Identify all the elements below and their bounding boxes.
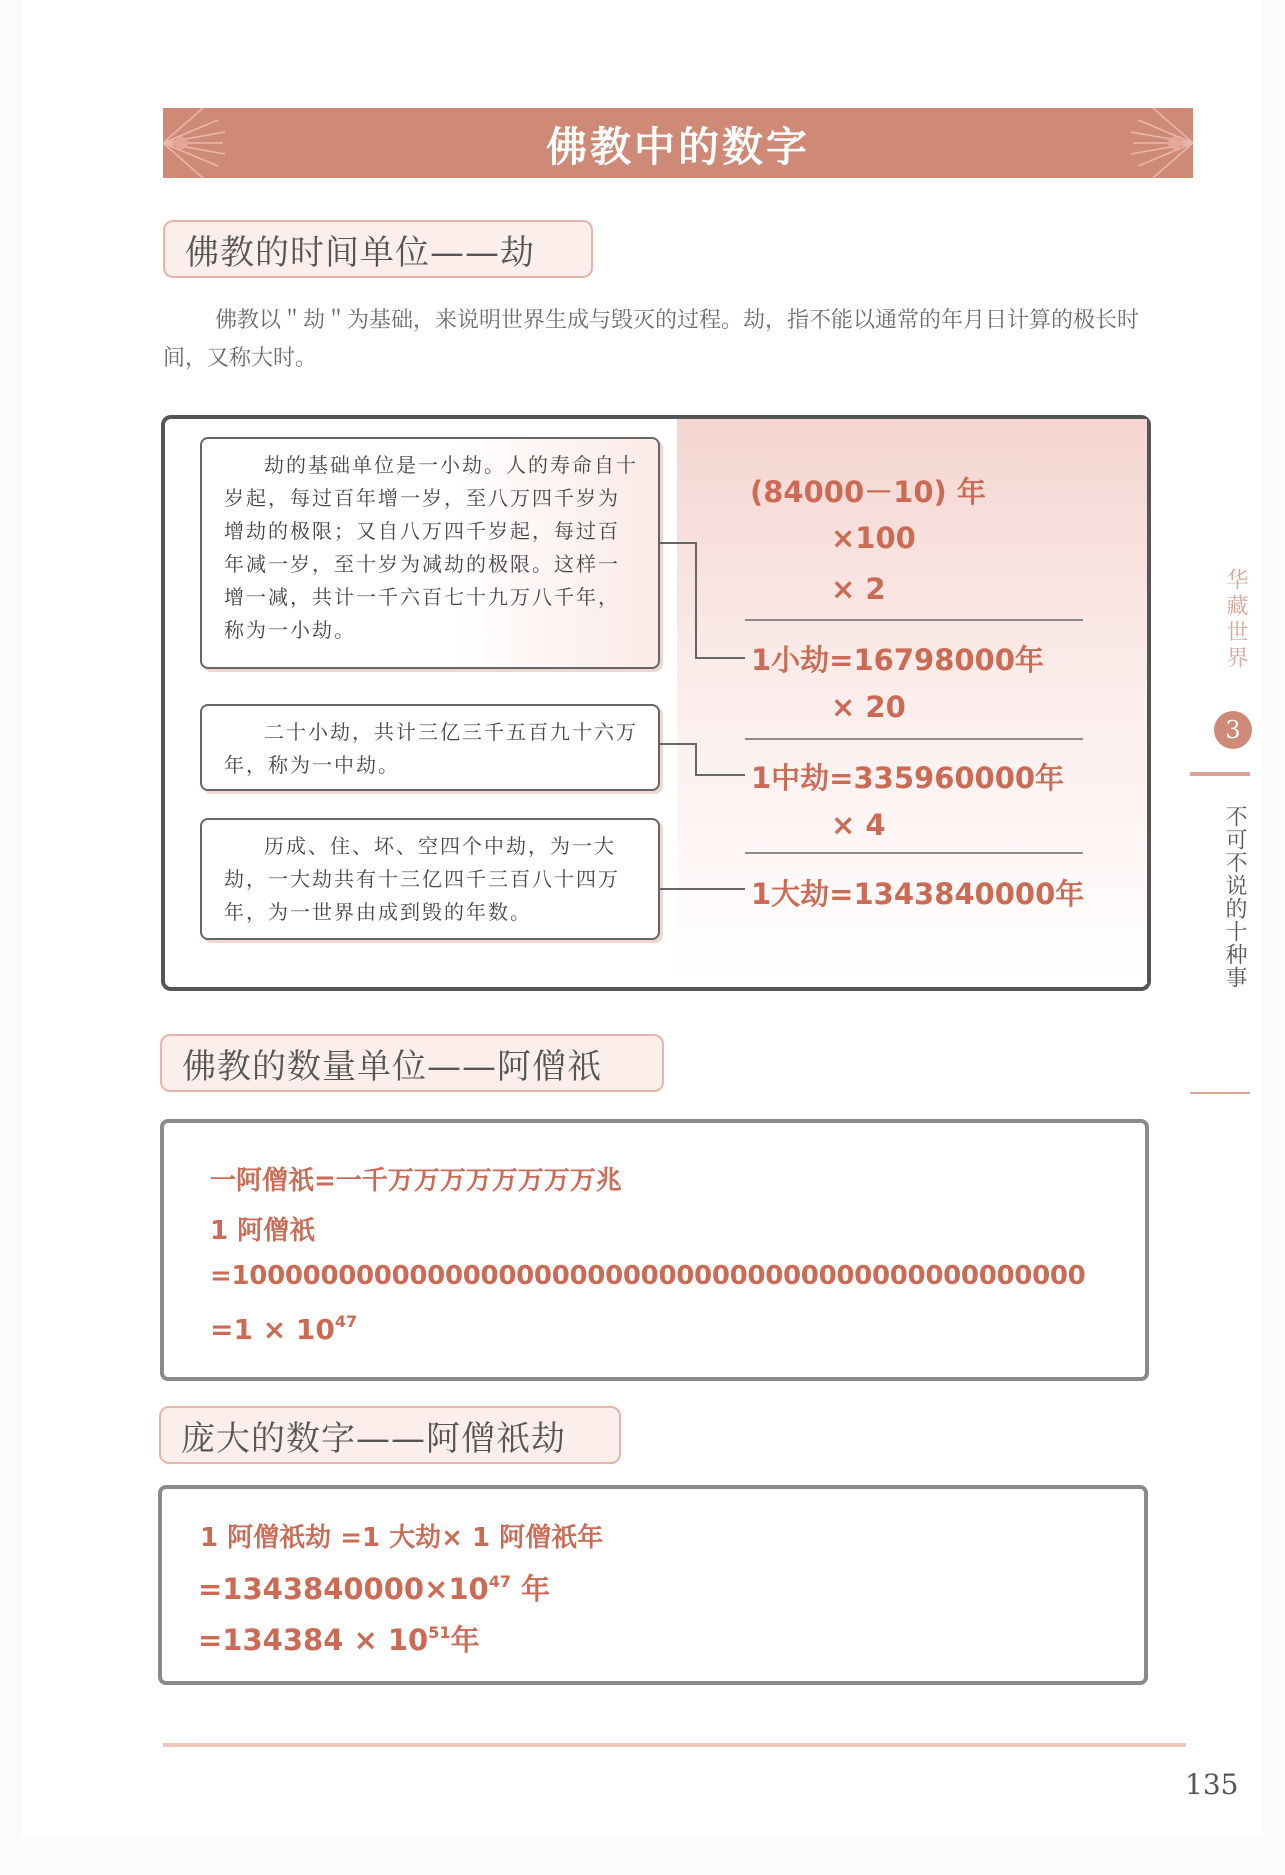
asamkhya-kalpa-step2 (198, 1618, 480, 1659)
note-great-kalpa: 历成、住、坏、空四个中劫，为一大劫，一大劫共有十三亿四千三百八十四万年，为一世界由成到毁的年数。 (200, 818, 660, 940)
calc-times-20: × 20 (831, 690, 906, 724)
side-book-title: 华藏世界 (1223, 568, 1248, 672)
side-tab-bottom-line (1190, 1092, 1250, 1094)
note-medium-kalpa: 二十小劫，共计三亿三千五百九十六万年，称为一中劫。 (200, 704, 660, 791)
asamkhya-kalpa-step2-exponent: 51 (428, 1623, 451, 1642)
asamkhya-scientific-exponent: 47 (334, 1312, 358, 1331)
bottom-divider (163, 1743, 1186, 1747)
section-heading-huge-number: 庞大的数字——阿僧祇劫 (159, 1406, 621, 1464)
calc-rule-2 (745, 738, 1083, 740)
calc-years-formula: (84000－10) 年 (750, 475, 986, 509)
asamkhya-scientific-base: =1 × 10 (210, 1313, 335, 1346)
note-small-kalpa: 劫的基础单位是一小劫。人的寿命自十岁起，每过百年增一岁，至八万四千岁为增劫的极限；又自八万四千岁起，每过百年减一岁，至十岁为减劫的极限。这样一增一减，共计一千六百七十九万八千年，称为一小劫。 (200, 437, 660, 669)
calc-times-4: × 4 (831, 808, 886, 842)
page-title: 佛教中的数字 (546, 122, 810, 171)
asamkhya-scientific (210, 1312, 357, 1346)
lotus-ornament-right-icon (1123, 108, 1193, 178)
asamkhya-kalpa-step1-base: =1343840000×10 (198, 1572, 489, 1606)
page-number: 135 (1185, 1768, 1239, 1801)
intro-paragraph: 佛教以＂劫＂为基础，来说明世界生成与毁灭的过程。劫，指不能以通常的年月日计算的极长时间，又称大时。 (163, 308, 1140, 371)
asamkhya-kalpa-step2-base: =134384 × 10 (198, 1623, 429, 1657)
calc-times-100: ×100 (831, 521, 916, 555)
section-heading-count-unit: 佛教的数量单位——阿僧祇 (160, 1034, 664, 1092)
calc-rule-3 (745, 852, 1083, 854)
calc-rule-1 (745, 619, 1083, 621)
medium-kalpa-result: 1中劫=335960000年 (751, 761, 1065, 795)
asamkhya-kalpa-step1-exponent: 47 (488, 1572, 512, 1591)
asamkhya-one: 1 阿僧祇 (210, 1216, 316, 1246)
calc-times-2: × 2 (831, 572, 886, 606)
asamkhya-kalpa-step2-unit: 年 (450, 1623, 480, 1657)
asamkhya-definition: 一阿僧祇=一千万万万万万万万万兆 (210, 1166, 622, 1196)
chapter-number-badge: 3 (1214, 711, 1252, 749)
great-kalpa-result: 1大劫=1343840000年 (751, 877, 1085, 911)
asamkhya-kalpa-step1 (198, 1567, 550, 1608)
lotus-ornament-left-icon (163, 108, 233, 178)
small-kalpa-result: 1小劫=16798000年 (751, 643, 1044, 677)
section-heading-time-unit: 佛教的时间单位——劫 (163, 220, 593, 278)
asamkhya-kalpa-step1-unit: 年 (511, 1572, 551, 1606)
side-chapter-title: 不可不说的十种事 (1222, 805, 1247, 989)
asamkhya-expanded-number: =100000000000000000000000000000000000000000000000 (210, 1261, 1086, 1291)
asamkhya-kalpa-definition: 1 阿僧祇劫 =1 大劫× 1 阿僧祇年 (200, 1523, 604, 1553)
side-tab-top-line (1190, 772, 1250, 776)
page-title-bar (163, 108, 1193, 178)
